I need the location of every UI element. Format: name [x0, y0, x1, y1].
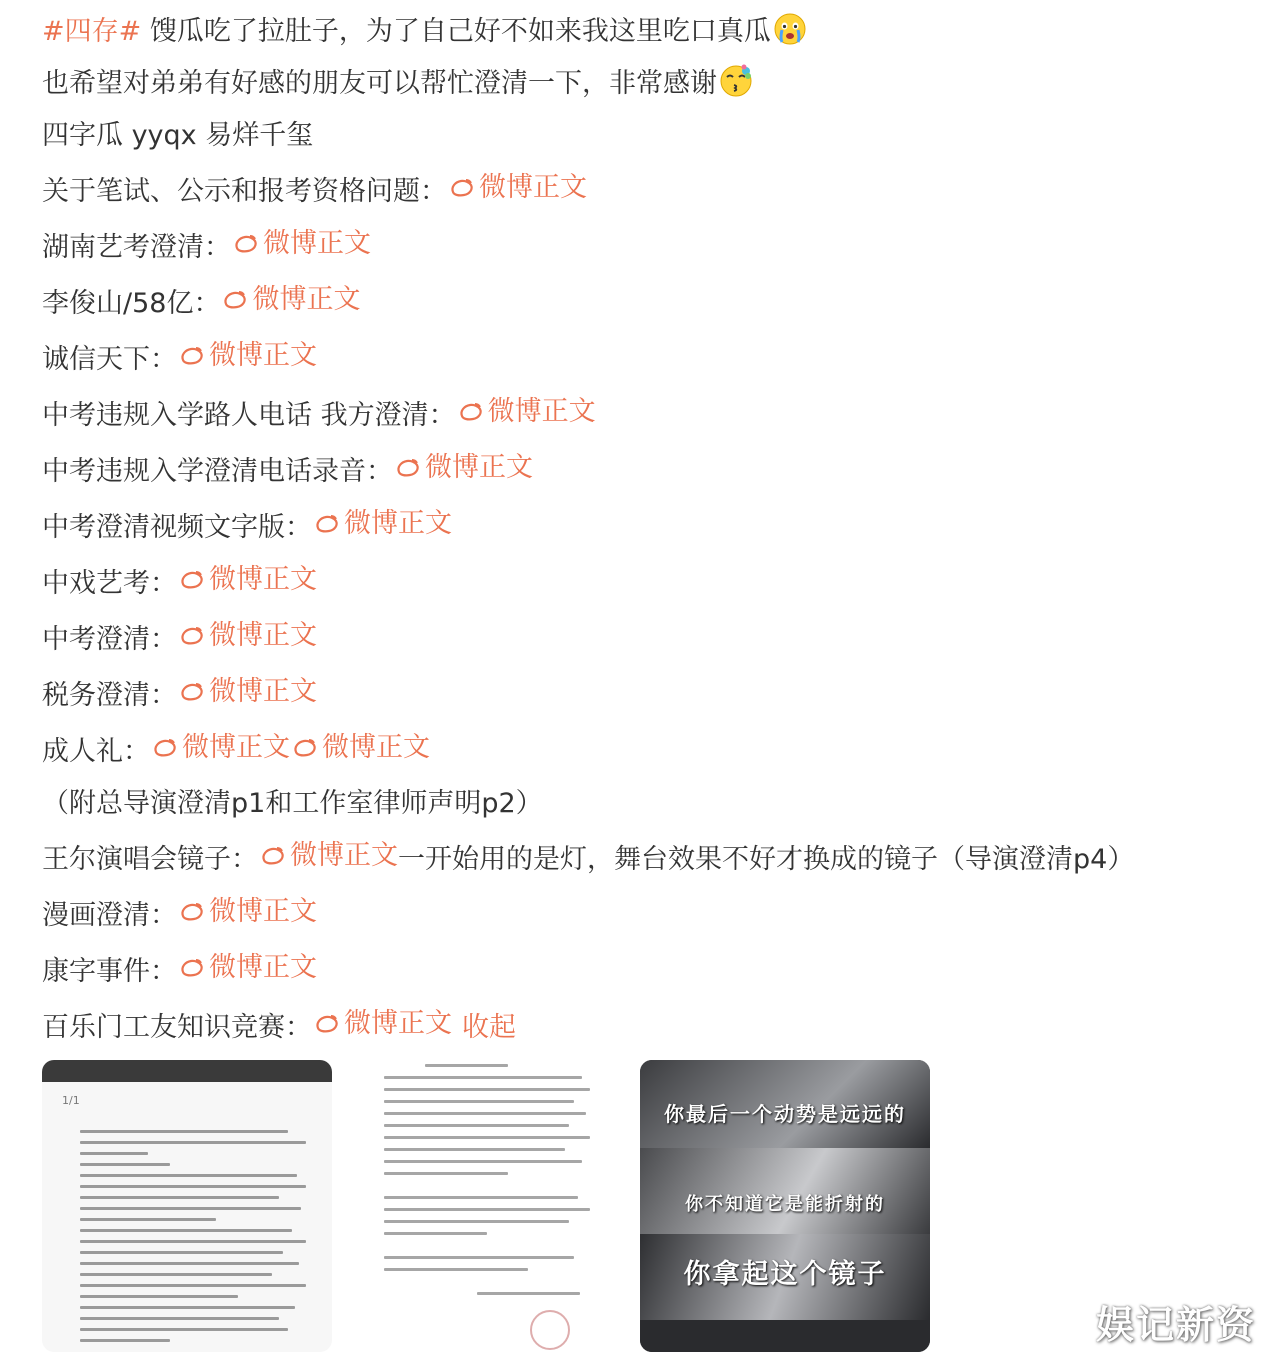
list-item	[42, 886, 1242, 942]
weibo-post-link[interactable]	[393, 442, 533, 494]
item-label: 中考违规入学澄清电话录音：	[42, 456, 393, 487]
weibo-link-icon	[179, 344, 205, 368]
hashtag-link[interactable]: #四存#	[42, 16, 142, 47]
list-item-concert	[42, 830, 1242, 886]
weibo-link-icon	[152, 736, 178, 760]
weibo-link-icon	[179, 900, 205, 924]
item-label: 中考澄清：	[42, 624, 177, 655]
weibo-link-icon	[233, 232, 259, 256]
weibo-post-link[interactable]	[220, 274, 360, 326]
weibo-post-link[interactable]	[177, 554, 317, 606]
document-text-lines	[384, 1064, 590, 1304]
item-label: 诚信天下：	[42, 344, 177, 375]
weibo-post-link[interactable]	[231, 218, 371, 270]
link-label: 微博正文	[479, 172, 587, 203]
kissing-face-emoji-icon	[719, 64, 753, 98]
video-caption: 你不知道它是能折射的	[685, 1194, 885, 1215]
weibo-link-icon	[179, 680, 205, 704]
video-caption: 你最后一个动势是远远的	[664, 1102, 906, 1126]
collapse-button[interactable]: 收起	[462, 1012, 516, 1043]
weibo-post-body	[42, 6, 1242, 1054]
weibo-post-link[interactable]	[150, 722, 290, 774]
link-label: 微博正文	[344, 508, 452, 539]
item-label: 中戏艺考：	[42, 568, 177, 599]
link-label: 微博正文	[209, 952, 317, 983]
post-line-3	[42, 110, 1242, 162]
link-label: 微博正文	[263, 228, 371, 259]
page-indicator: 1/1	[62, 1094, 80, 1107]
weibo-post-link[interactable]	[177, 610, 317, 662]
image-thumbnail-document[interactable]	[42, 1060, 332, 1352]
weibo-post-link[interactable]	[290, 722, 430, 774]
video-caption: 你拿起这个镜子	[683, 1259, 887, 1290]
document-header-bar	[42, 1060, 332, 1082]
item-label: 湖南艺考澄清：	[42, 232, 231, 263]
weibo-link-icon	[314, 512, 340, 536]
image-gallery	[42, 1060, 942, 1354]
weibo-link-icon	[222, 288, 248, 312]
link-label: 微博正文	[209, 620, 317, 651]
item-label: 成人礼：	[42, 736, 150, 767]
weibo-link-icon	[179, 624, 205, 648]
list-item	[42, 554, 1242, 610]
list-item	[42, 498, 1242, 554]
weibo-link-icon	[314, 1012, 340, 1036]
list-item	[42, 386, 1242, 442]
item-label: 李俊山/58亿：	[42, 288, 221, 319]
link-label: 微博正文	[252, 284, 361, 315]
weibo-post-link[interactable]	[447, 162, 587, 214]
document-text-lines	[80, 1130, 306, 1350]
red-seal-stamp	[530, 1310, 570, 1350]
item-label: 康字事件：	[42, 956, 177, 987]
note-text: （附总导演澄清p1和工作室律师声明p2）	[42, 788, 543, 819]
list-item	[42, 274, 1242, 330]
item-label: 漫画澄清：	[42, 900, 177, 931]
weibo-post-link[interactable]	[177, 886, 317, 938]
link-label: 微博正文	[322, 732, 430, 763]
link-label: 微博正文	[209, 676, 317, 707]
weibo-link-icon	[260, 844, 286, 868]
list-item	[42, 942, 1242, 998]
weibo-post-link[interactable]	[177, 666, 317, 718]
weibo-link-icon	[179, 956, 205, 980]
link-label: 微博正文	[209, 896, 317, 927]
weibo-post-link[interactable]	[258, 830, 398, 882]
image-thumbnail-statement[interactable]	[378, 1060, 598, 1352]
item-label: 中考违规入学路人电话 我方澄清：	[42, 400, 456, 431]
weibo-post-link[interactable]	[312, 998, 452, 1050]
link-label: 微博正文	[209, 564, 317, 595]
post-text: 馊瓜吃了拉肚子，为了自己好不如来我这里吃口真瓜	[141, 16, 771, 47]
post-text: 四字瓜 yyqx 易烊千玺	[42, 120, 314, 151]
weibo-post-link[interactable]	[177, 942, 317, 994]
link-label: 微博正文	[344, 1008, 452, 1039]
item-label: 税务澄清：	[42, 680, 177, 711]
concert-text: 一开始用的是灯，舞台效果不好才换成的镜子（导演澄清p4）	[398, 844, 1135, 875]
weibo-link-icon	[395, 456, 421, 480]
item-label: 王尔演唱会镜子：	[42, 844, 258, 875]
list-item	[42, 218, 1242, 274]
post-line-hashtag	[42, 6, 1242, 58]
link-label: 微博正文	[182, 732, 290, 763]
watermark-text: 娱记新资	[1095, 1303, 1256, 1347]
weibo-link-icon	[179, 568, 205, 592]
link-label: 微博正文	[425, 452, 533, 483]
post-text: 也希望对弟弟有好感的朋友可以帮忙澄清一下，非常感谢	[42, 68, 717, 99]
list-item-chengrenli	[42, 722, 1242, 778]
image-thumbnail-video-frames[interactable]	[640, 1060, 930, 1352]
weibo-link-icon	[292, 736, 318, 760]
item-label: 关于笔试、公示和报考资格问题：	[42, 176, 447, 207]
list-item	[42, 442, 1242, 498]
weibo-link-icon	[458, 400, 484, 424]
link-label: 微博正文	[209, 340, 317, 371]
weibo-post-link[interactable]	[456, 386, 596, 438]
chengrenli-note	[42, 778, 1242, 830]
weibo-post-link[interactable]	[312, 498, 452, 550]
post-line-2	[42, 58, 1242, 110]
video-frame	[640, 1320, 930, 1352]
list-item	[42, 162, 1242, 218]
crying-face-emoji-icon	[773, 12, 807, 46]
list-item	[42, 666, 1242, 722]
link-label: 微博正文	[487, 396, 596, 427]
item-label: 百乐门工友知识竞赛：	[42, 1012, 312, 1043]
weibo-post-link[interactable]	[177, 330, 317, 382]
list-item	[42, 330, 1242, 386]
list-item-last	[42, 998, 1242, 1054]
weibo-link-icon	[449, 176, 475, 200]
item-label: 中考澄清视频文字版：	[42, 512, 312, 543]
list-item	[42, 610, 1242, 666]
link-label: 微博正文	[290, 840, 398, 871]
